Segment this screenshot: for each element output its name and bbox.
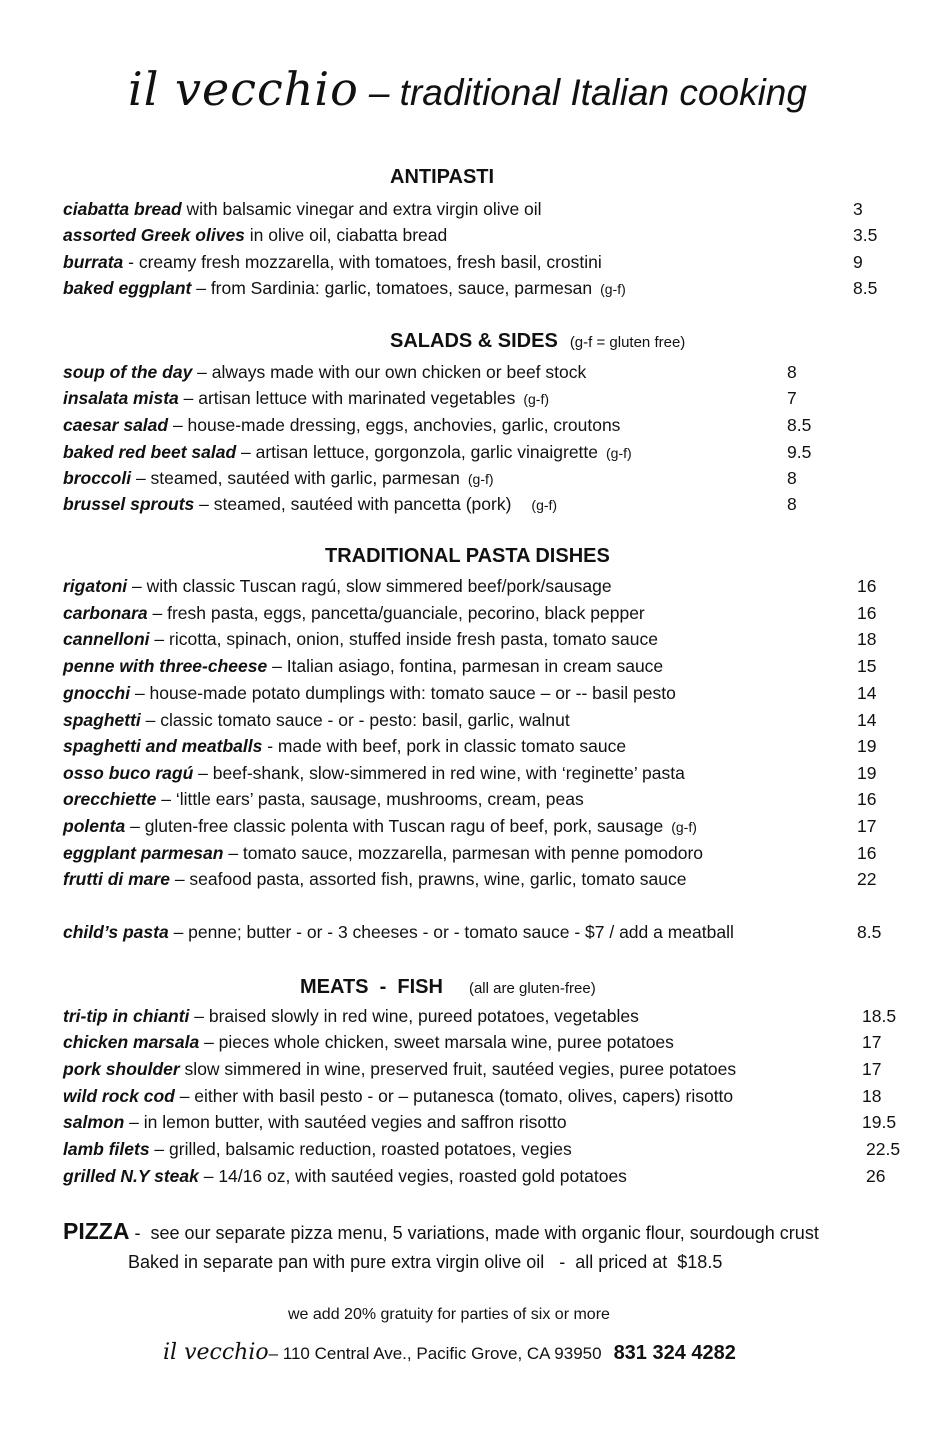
menu-item [63,788,584,810]
menu-item [63,628,658,650]
item-price: 9.5 [787,442,812,462]
item-price: 14 [857,683,877,703]
menu-item [63,1058,736,1080]
menu-item [63,493,557,516]
item-name: child’s pasta [63,922,169,942]
item-name: spaghetti [63,710,141,730]
gluten-free-tag: (g-f) [606,445,632,461]
section-heading-salads [390,330,685,353]
section-heading-meats [300,976,596,999]
gratuity-note: we add 20% gratuity for parties of six or more [288,1306,610,1323]
item-name: salmon [63,1112,125,1132]
item-price: 17 [857,816,877,836]
item-price: 8 [787,494,797,514]
item-desc: – seafood pasta, assorted fish, prawns, wine, garlic, tomato sauce [169,869,687,889]
menu-item [63,682,676,704]
item-desc: – tomato sauce, mozzarella, parmesan with penne pomodoro [223,843,704,863]
gluten-free-tag: (g-f) [600,281,626,297]
footer-address: – 110 Central Ave., Pacific Grove, CA 93950 [268,1344,602,1363]
item-desc: – in lemon butter, with sautéed vegies and saffron risotto [124,1112,567,1132]
gluten-free-tag: (g-f) [467,471,494,487]
restaurant-logo: il vecchio [128,62,359,116]
menu-item [63,277,626,300]
pizza-note [63,1218,819,1245]
meats-note: (all are gluten-free) [468,980,596,997]
item-name: gnocchi [63,683,131,703]
item-price: 17 [862,1032,882,1052]
item-name: chicken marsala [63,1032,200,1052]
item-price: 15 [857,656,877,676]
item-name: caesar salad [63,415,169,435]
salads-heading-text: SALADS & SIDES [390,330,558,352]
item-desc: – ricotta, spinach, onion, stuffed inside fresh pasta, tomato sauce [149,629,658,649]
menu-item [63,815,697,838]
item-desc: – classic tomato sauce - or - pesto: basil, garlic, walnut [140,710,570,730]
item-price: 7 [787,388,797,408]
menu-item [63,198,542,220]
item-price: 19 [857,736,877,756]
item-price: 19 [857,763,877,783]
item-name: wild rock cod [63,1086,175,1106]
item-desc: – braised slowly in red wine, pureed potatoes, vegetables [189,1006,639,1026]
menu-item [63,361,586,383]
item-desc: - creamy fresh mozzarella, with tomatoes, fresh basil, crostini [123,252,602,272]
title-tagline: – traditional Italian cooking [368,72,807,113]
item-desc: – pieces whole chicken, sweet marsala wine, puree potatoes [199,1032,674,1052]
salads-note: (g-f = gluten free) [569,334,686,351]
item-desc: – house-made potato dumplings with: tomato sauce – or -- basil pesto [130,683,676,703]
item-price: 19.5 [862,1112,897,1132]
item-price: 18 [857,629,877,649]
item-desc: – with classic Tuscan ragú, slow simmered beef/pork/sausage [127,576,612,596]
item-name: frutti di mare [63,869,170,889]
item-desc: – either with basil pesto - or – putanesca (tomato, olives, capers) risotto [174,1086,734,1106]
item-price: 14 [857,710,877,730]
item-price: 18.5 [862,1006,897,1026]
menu-item [63,251,602,273]
section-heading-antipasti: ANTIPASTI [390,166,495,188]
item-desc: – artisan lettuce, gorgonzola, garlic vinaigrette [236,442,599,462]
menu-item [63,1165,627,1187]
menu-item [63,1005,639,1027]
page-title [128,62,807,132]
menu-item-child [63,921,734,943]
menu-item [63,868,687,890]
item-name: orecchiette [63,789,157,809]
item-name: ciabatta bread [63,199,182,219]
item-price: 16 [857,576,877,596]
item-price: 3.5 [853,225,878,245]
item-desc: – steamed, sautéed with garlic, parmesan [131,468,460,488]
item-desc: – always made with our own chicken or beef stock [192,362,587,382]
item-price: 8.5 [787,415,812,435]
item-price: 8 [787,468,797,488]
item-desc: – Italian asiago, fontina, parmesan in cream sauce [267,656,664,676]
item-desc: – house-made dressing, eggs, anchovies, garlic, croutons [168,415,621,435]
item-name: eggplant parmesan [63,843,224,863]
menu-item [63,842,703,864]
item-name: baked red beet salad [63,442,237,462]
item-desc: – artisan lettuce with marinated vegetables [178,388,516,408]
item-name: pork shoulder [63,1059,180,1079]
item-price: 16 [857,603,877,623]
item-name: tri-tip in chianti [63,1006,190,1026]
menu-item [63,709,570,731]
item-name: burrata [63,252,124,272]
menu-item [63,1031,674,1053]
item-price: 3 [853,199,863,219]
item-name: rigatoni [63,576,128,596]
item-name: cannelloni [63,629,150,649]
item-desc: – from Sardinia: garlic, tomatoes, sauce, parmesan [191,278,593,298]
item-price: 9 [853,252,863,272]
meats-heading-text: MEATS - FISH [300,976,443,998]
item-name: broccoli [63,468,132,488]
item-name: penne with three-cheese [63,656,268,676]
footer-logo: il vecchio [163,1340,269,1365]
item-name: grilled N.Y steak [63,1166,199,1186]
menu-item [63,1085,733,1107]
gluten-free-tag: (g-f) [531,497,558,513]
item-name: assorted Greek olives [63,225,245,245]
pizza-line1: - see our separate pizza menu, 5 variations, made with organic flour, sourdough crust [129,1223,819,1243]
item-price: 8.5 [857,922,882,942]
item-name: lamb filets [63,1139,150,1159]
item-desc: – steamed, sautéed with pancetta (pork) [194,494,512,514]
menu-item [63,441,632,464]
item-desc: slow simmered in wine, preserved fruit, sautéed vegies, puree potatoes [179,1059,737,1079]
item-name: polenta [63,816,126,836]
pizza-heading: PIZZA [63,1218,130,1244]
item-name: soup of the day [63,362,193,382]
gluten-free-tag: (g-f) [523,391,549,407]
item-desc: – 14/16 oz, with sautéed vegies, roasted gold potatoes [198,1166,627,1186]
item-price: 18 [862,1086,882,1106]
item-price: 17 [862,1059,882,1079]
item-price: 22.5 [866,1139,901,1159]
footer [163,1340,736,1365]
menu-item [63,735,626,757]
item-name: carbonara [63,603,148,623]
menu-item [63,467,494,490]
menu-item [63,655,663,677]
menu-item [63,1111,567,1133]
item-desc: with balsamic vinegar and extra virgin olive oil [181,199,542,219]
item-desc: – beef-shank, slow-simmered in red wine, with ‘reginette’ pasta [193,763,685,783]
menu-item [63,602,645,624]
gluten-free-tag: (g-f) [671,819,697,835]
item-desc: – fresh pasta, eggs, pancetta/guanciale, pecorino, black pepper [147,603,645,623]
item-price: 8.5 [853,278,878,298]
item-price: 8 [787,362,797,382]
item-desc: – ‘little ears’ pasta, sausage, mushrooms, cream, peas [156,789,584,809]
footer-phone: 831 324 4282 [613,1342,736,1364]
item-price: 26 [866,1166,886,1186]
menu-item [63,762,685,784]
section-heading-pasta: TRADITIONAL PASTA DISHES [325,545,610,567]
item-desc: - made with beef, pork in classic tomato sauce [262,736,627,756]
item-desc: – penne; butter - or - 3 cheeses - or - tomato sauce - $7 / add a meatball [168,922,734,942]
item-desc: – gluten-free classic polenta with Tuscan ragu of beef, pork, sausage [125,816,664,836]
menu-item [63,224,447,246]
pizza-line2: Baked in separate pan with pure extra virgin olive oil - all priced at $18.5 [128,1252,723,1272]
item-desc: in olive oil, ciabatta bread [244,225,448,245]
item-name: insalata mista [63,388,179,408]
menu-item [63,387,549,410]
item-price: 22 [857,869,877,889]
item-name: osso buco ragú [63,763,194,783]
menu-item [63,414,620,436]
item-name: spaghetti and meatballs [63,736,263,756]
item-price: 16 [857,843,877,863]
item-price: 16 [857,789,877,809]
item-name: baked eggplant [63,278,192,298]
item-name: brussel sprouts [63,494,195,514]
menu-item [63,575,612,597]
item-desc: – grilled, balsamic reduction, roasted potatoes, vegies [149,1139,572,1159]
menu-item [63,1138,572,1160]
